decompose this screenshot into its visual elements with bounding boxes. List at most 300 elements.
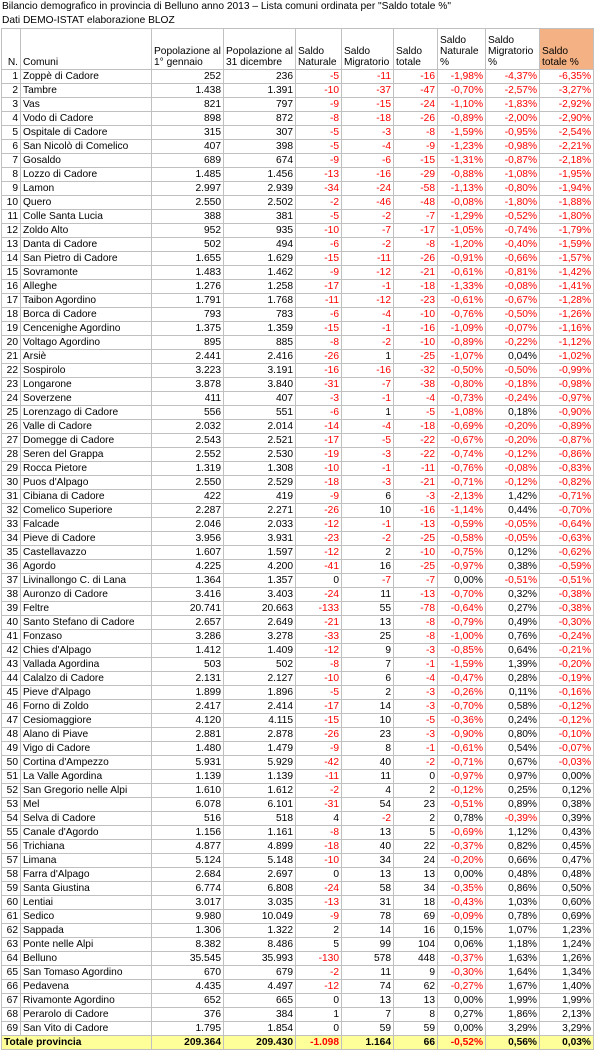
cell-saldo-naturale-pct: -1,08% xyxy=(438,406,486,420)
cell-comune: Vallada Agordina xyxy=(21,658,152,672)
cell-saldo-totale: -1 xyxy=(394,658,438,672)
cell-saldo-naturale-pct: -0,75% xyxy=(438,546,486,560)
cell-saldo-naturale-pct: -0,58% xyxy=(438,532,486,546)
cell-comune: Perarolo di Cadore xyxy=(21,1008,152,1022)
cell-saldo-naturale-pct: -2,13% xyxy=(438,490,486,504)
table-row xyxy=(2,672,594,686)
cell-pop-dicembre: 502 xyxy=(224,658,296,672)
cell-saldo-naturale-pct: -0,67% xyxy=(438,434,486,448)
cell-n: 47 xyxy=(2,714,21,728)
cell-saldo-migratorio: 25 xyxy=(342,630,394,644)
cell-saldo-totale-pct: -1,95% xyxy=(540,168,594,182)
cell-saldo-totale-pct: -1,79% xyxy=(540,224,594,238)
cell-saldo-naturale-pct: -1,33% xyxy=(438,280,486,294)
cell-pop-gennaio: 1.655 xyxy=(152,252,224,266)
cell-saldo-totale-pct: -0,63% xyxy=(540,532,594,546)
header-saldo-migratorio-pct[interactable]: Saldo Migratorio % xyxy=(486,29,540,70)
cell-saldo-migratorio: 40 xyxy=(342,840,394,854)
cell-n: 58 xyxy=(2,868,21,882)
cell-n: 24 xyxy=(2,392,21,406)
cell-saldo-naturale: -13 xyxy=(296,896,342,910)
table-row xyxy=(2,504,594,518)
cell-saldo-naturale: -8 xyxy=(296,336,342,350)
total-row xyxy=(2,1036,594,1050)
cell-saldo-migratorio-pct: -2,57% xyxy=(486,84,540,98)
cell-pop-dicembre: 783 xyxy=(224,308,296,322)
header-saldo-totale[interactable]: Saldo totale xyxy=(394,29,438,70)
table-row xyxy=(2,560,594,574)
cell-saldo-migratorio: 11 xyxy=(342,770,394,784)
cell-comune: Falcade xyxy=(21,518,152,532)
cell-saldo-migratorio: -3 xyxy=(342,476,394,490)
table-row xyxy=(2,252,594,266)
cell-saldo-totale: -8 xyxy=(394,630,438,644)
cell-saldo-migratorio: -18 xyxy=(342,112,394,126)
cell-saldo-totale: 18 xyxy=(394,896,438,910)
cell-saldo-totale-pct: 0,48% xyxy=(540,868,594,882)
cell-pop-dicembre: 20.663 xyxy=(224,602,296,616)
cell-n: 69 xyxy=(2,1022,21,1036)
cell-saldo-totale-pct: 0,38% xyxy=(540,798,594,812)
table-row xyxy=(2,770,594,784)
cell-pop-dicembre: 1.612 xyxy=(224,784,296,798)
cell-saldo-naturale-pct: 0,27% xyxy=(438,1008,486,1022)
cell-saldo-migratorio: 54 xyxy=(342,798,394,812)
cell-saldo-migratorio: 10 xyxy=(342,504,394,518)
cell-saldo-migratorio: -7 xyxy=(342,574,394,588)
cell-comune: Ponte nelle Alpi xyxy=(21,938,152,952)
cell-n: 67 xyxy=(2,994,21,1008)
table-row xyxy=(2,392,594,406)
cell-saldo-migratorio-pct: -0,81% xyxy=(486,266,540,280)
cell-n: 3 xyxy=(2,98,21,112)
cell-saldo-migratorio: -4 xyxy=(342,420,394,434)
cell-n: 11 xyxy=(2,210,21,224)
cell-saldo-naturale: -19 xyxy=(296,448,342,462)
cell-saldo-naturale-pct: -1,10% xyxy=(438,98,486,112)
table-row xyxy=(2,868,594,882)
cell-saldo-migratorio-pct: 0,24% xyxy=(486,714,540,728)
cell-pop-dicembre: 419 xyxy=(224,490,296,504)
cell-comune: Seren del Grappa xyxy=(21,448,152,462)
cell-comune: Alleghe xyxy=(21,280,152,294)
table-row xyxy=(2,952,594,966)
cell-pop-dicembre: 872 xyxy=(224,112,296,126)
cell-saldo-totale: -26 xyxy=(394,252,438,266)
cell-comune: Sappada xyxy=(21,924,152,938)
header-comuni[interactable]: Comuni xyxy=(21,29,152,70)
cell-saldo-migratorio: -2 xyxy=(342,238,394,252)
cell-saldo-migratorio-pct: -0,07% xyxy=(486,322,540,336)
table-row xyxy=(2,938,594,952)
cell-pop-dicembre: 2.521 xyxy=(224,434,296,448)
cell-saldo-totale-pct: -2,90% xyxy=(540,112,594,126)
cell-pop-gennaio: 2.441 xyxy=(152,350,224,364)
cell-saldo-migratorio: -6 xyxy=(342,154,394,168)
table-row xyxy=(2,812,594,826)
table-row xyxy=(2,490,594,504)
cell-saldo-totale: -25 xyxy=(394,350,438,364)
cell-saldo-totale-pct: -0,83% xyxy=(540,462,594,476)
cell-saldo-naturale-pct: -0,70% xyxy=(438,700,486,714)
cell-saldo-totale-pct: -0,89% xyxy=(540,420,594,434)
cell-saldo-totale: -10 xyxy=(394,336,438,350)
cell-saldo-migratorio: 1 xyxy=(342,406,394,420)
cell-saldo-totale: 2 xyxy=(394,784,438,798)
cell-saldo-naturale: -15 xyxy=(296,252,342,266)
header-saldo-totale-pct[interactable]: Saldo totale % xyxy=(540,29,594,70)
cell-comune: Vigo di Cadore xyxy=(21,742,152,756)
header-saldo-naturale-pct[interactable]: Saldo Naturale % xyxy=(438,29,486,70)
cell-saldo-migratorio-pct: 0,66% xyxy=(486,854,540,868)
cell-n: 57 xyxy=(2,854,21,868)
cell-n: 62 xyxy=(2,924,21,938)
cell-n: 13 xyxy=(2,238,21,252)
cell-pop-dicembre: 8.486 xyxy=(224,938,296,952)
cell-comune: San Nicolò di Comelico xyxy=(21,140,152,154)
cell-saldo-totale-pct: 3,29% xyxy=(540,1022,594,1036)
cell-pop-gennaio: 1.795 xyxy=(152,1022,224,1036)
total-saldo-migratorio-pct: 0,56% xyxy=(486,1036,540,1050)
cell-saldo-naturale-pct: -0,71% xyxy=(438,756,486,770)
cell-pop-dicembre: 5.148 xyxy=(224,854,296,868)
table-row xyxy=(2,210,594,224)
cell-pop-gennaio: 793 xyxy=(152,308,224,322)
cell-pop-gennaio: 1.156 xyxy=(152,826,224,840)
cell-saldo-migratorio-pct: 0,80% xyxy=(486,728,540,742)
cell-comune: Livinallongo C. di Lana xyxy=(21,574,152,588)
cell-saldo-naturale: -15 xyxy=(296,714,342,728)
cell-saldo-naturale-pct: -0,43% xyxy=(438,896,486,910)
cell-saldo-migratorio-pct: 1,63% xyxy=(486,952,540,966)
cell-pop-gennaio: 3.017 xyxy=(152,896,224,910)
header-n[interactable]: N. xyxy=(2,29,21,70)
cell-saldo-migratorio: -2 xyxy=(342,210,394,224)
cell-saldo-naturale: -42 xyxy=(296,756,342,770)
cell-saldo-naturale-pct: -0,20% xyxy=(438,854,486,868)
cell-saldo-naturale: -13 xyxy=(296,168,342,182)
table-row xyxy=(2,378,594,392)
cell-comune: Sospirolo xyxy=(21,364,152,378)
cell-saldo-migratorio-pct: 0,32% xyxy=(486,588,540,602)
cell-saldo-migratorio-pct: -0,52% xyxy=(486,210,540,224)
cell-saldo-naturale: -5 xyxy=(296,140,342,154)
cell-saldo-migratorio: 2 xyxy=(342,546,394,560)
cell-saldo-totale-pct: 0,45% xyxy=(540,840,594,854)
table-row xyxy=(2,994,594,1008)
cell-pop-gennaio: 2.552 xyxy=(152,448,224,462)
cell-pop-gennaio: 1.899 xyxy=(152,686,224,700)
cell-comune: Comelico Superiore xyxy=(21,504,152,518)
cell-saldo-naturale-pct: 0,00% xyxy=(438,574,486,588)
table-row xyxy=(2,1008,594,1022)
cell-saldo-migratorio-pct: -0,08% xyxy=(486,280,540,294)
cell-saldo-naturale: -133 xyxy=(296,602,342,616)
cell-saldo-naturale: -8 xyxy=(296,826,342,840)
cell-saldo-totale-pct: -3,27% xyxy=(540,84,594,98)
table-row xyxy=(2,574,594,588)
cell-saldo-naturale-pct: -0,85% xyxy=(438,644,486,658)
cell-pop-gennaio: 8.382 xyxy=(152,938,224,952)
table-row xyxy=(2,98,594,112)
cell-saldo-totale: -13 xyxy=(394,518,438,532)
cell-saldo-naturale-pct: -0,09% xyxy=(438,910,486,924)
cell-pop-dicembre: 4.497 xyxy=(224,980,296,994)
table-row xyxy=(2,448,594,462)
cell-saldo-migratorio-pct: 1,42% xyxy=(486,490,540,504)
cell-saldo-totale: -17 xyxy=(394,224,438,238)
cell-pop-gennaio: 3.416 xyxy=(152,588,224,602)
cell-pop-gennaio: 2.550 xyxy=(152,196,224,210)
cell-n: 53 xyxy=(2,798,21,812)
cell-n: 32 xyxy=(2,504,21,518)
cell-saldo-totale-pct: -0,62% xyxy=(540,546,594,560)
cell-saldo-naturale: -130 xyxy=(296,952,342,966)
cell-saldo-migratorio-pct: -0,22% xyxy=(486,336,540,350)
cell-saldo-naturale: -14 xyxy=(296,420,342,434)
cell-n: 60 xyxy=(2,896,21,910)
cell-saldo-totale-pct: 1,99% xyxy=(540,994,594,1008)
cell-pop-dicembre: 1.456 xyxy=(224,168,296,182)
table-row xyxy=(2,112,594,126)
cell-pop-dicembre: 2.530 xyxy=(224,448,296,462)
cell-saldo-totale: -16 xyxy=(394,504,438,518)
cell-n: 22 xyxy=(2,364,21,378)
cell-saldo-naturale-pct: -0,37% xyxy=(438,840,486,854)
header-saldo-migratorio[interactable]: Saldo Migratorio xyxy=(342,29,394,70)
header-saldo-naturale[interactable]: Saldo Naturale xyxy=(296,29,342,70)
cell-saldo-migratorio: -7 xyxy=(342,378,394,392)
cell-pop-gennaio: 2.657 xyxy=(152,616,224,630)
cell-saldo-migratorio: 34 xyxy=(342,854,394,868)
cell-n: 36 xyxy=(2,560,21,574)
cell-n: 44 xyxy=(2,672,21,686)
cell-n: 46 xyxy=(2,700,21,714)
cell-n: 43 xyxy=(2,658,21,672)
cell-saldo-naturale: -24 xyxy=(296,882,342,896)
header-pop-dicembre[interactable]: Popolazione al 31 dicembre xyxy=(224,29,296,70)
cell-saldo-totale: -5 xyxy=(394,406,438,420)
cell-saldo-naturale-pct: -0,71% xyxy=(438,476,486,490)
cell-pop-dicembre: 1.854 xyxy=(224,1022,296,1036)
cell-saldo-migratorio-pct: 0,44% xyxy=(486,504,540,518)
cell-saldo-totale-pct: -0,99% xyxy=(540,364,594,378)
cell-saldo-totale: -22 xyxy=(394,434,438,448)
cell-n: 48 xyxy=(2,728,21,742)
cell-pop-gennaio: 1.364 xyxy=(152,574,224,588)
cell-pop-gennaio: 3.223 xyxy=(152,364,224,378)
cell-pop-gennaio: 1.306 xyxy=(152,924,224,938)
cell-pop-dicembre: 1.479 xyxy=(224,742,296,756)
cell-saldo-naturale: -26 xyxy=(296,504,342,518)
cell-saldo-naturale-pct: -1,13% xyxy=(438,182,486,196)
cell-n: 20 xyxy=(2,336,21,350)
cell-saldo-naturale: 2 xyxy=(296,924,342,938)
cell-saldo-migratorio-pct: -0,50% xyxy=(486,364,540,378)
cell-saldo-naturale-pct: -0,89% xyxy=(438,336,486,350)
cell-pop-dicembre: 674 xyxy=(224,154,296,168)
cell-n: 19 xyxy=(2,322,21,336)
cell-pop-dicembre: 2.014 xyxy=(224,420,296,434)
table-row xyxy=(2,896,594,910)
cell-saldo-totale-pct: -2,18% xyxy=(540,154,594,168)
cell-saldo-migratorio-pct: -0,40% xyxy=(486,238,540,252)
cell-comune: Arsiè xyxy=(21,350,152,364)
cell-saldo-totale-pct: -0,12% xyxy=(540,714,594,728)
cell-comune: Agordo xyxy=(21,560,152,574)
cell-saldo-totale: 9 xyxy=(394,966,438,980)
cell-saldo-naturale: -10 xyxy=(296,672,342,686)
cell-pop-dicembre: 3.840 xyxy=(224,378,296,392)
cell-comune: La Valle Agordina xyxy=(21,770,152,784)
cell-saldo-migratorio: -2 xyxy=(342,532,394,546)
cell-saldo-migratorio-pct: -0,05% xyxy=(486,518,540,532)
cell-pop-dicembre: 6.101 xyxy=(224,798,296,812)
cell-saldo-naturale-pct: -1,07% xyxy=(438,350,486,364)
cell-saldo-naturale-pct: 0,00% xyxy=(438,994,486,1008)
cell-comune: Forno di Zoldo xyxy=(21,700,152,714)
cell-saldo-migratorio-pct: -1,80% xyxy=(486,196,540,210)
cell-n: 18 xyxy=(2,308,21,322)
cell-comune: Puos d'Alpago xyxy=(21,476,152,490)
cell-saldo-migratorio: -37 xyxy=(342,84,394,98)
cell-n: 40 xyxy=(2,616,21,630)
cell-saldo-totale: -13 xyxy=(394,588,438,602)
cell-saldo-totale-pct: -0,90% xyxy=(540,406,594,420)
cell-n: 29 xyxy=(2,462,21,476)
cell-saldo-naturale-pct: -0,12% xyxy=(438,784,486,798)
cell-saldo-migratorio-pct: -1,83% xyxy=(486,98,540,112)
cell-saldo-naturale: -5 xyxy=(296,126,342,140)
cell-saldo-totale-pct: -0,21% xyxy=(540,644,594,658)
cell-pop-dicembre: 10.049 xyxy=(224,910,296,924)
cell-saldo-naturale: -12 xyxy=(296,980,342,994)
cell-saldo-totale: -7 xyxy=(394,574,438,588)
cell-pop-gennaio: 556 xyxy=(152,406,224,420)
total-saldo-totale: 66 xyxy=(394,1036,438,1050)
cell-saldo-naturale-pct: -0,80% xyxy=(438,378,486,392)
title-line-2: Dati DEMO-ISTAT elaborazione BLOZ xyxy=(2,15,175,26)
cell-saldo-totale: -11 xyxy=(394,462,438,476)
cell-saldo-migratorio: 78 xyxy=(342,910,394,924)
cell-comune: Santo Stefano di Cadore xyxy=(21,616,152,630)
cell-saldo-migratorio-pct: -0,95% xyxy=(486,126,540,140)
table-row xyxy=(2,546,594,560)
cell-saldo-totale: 13 xyxy=(394,994,438,1008)
cell-saldo-naturale-pct: 0,15% xyxy=(438,924,486,938)
cell-saldo-totale-pct: -0,97% xyxy=(540,392,594,406)
cell-saldo-naturale-pct: -0,91% xyxy=(438,252,486,266)
cell-saldo-totale: -10 xyxy=(394,546,438,560)
cell-comune: Cibiana di Cadore xyxy=(21,490,152,504)
cell-pop-dicembre: 1.139 xyxy=(224,770,296,784)
cell-pop-dicembre: 2.271 xyxy=(224,504,296,518)
cell-n: 10 xyxy=(2,196,21,210)
cell-saldo-totale-pct: -1,28% xyxy=(540,294,594,308)
total-pop-gennaio: 209.364 xyxy=(152,1036,224,1050)
cell-saldo-naturale: -12 xyxy=(296,546,342,560)
cell-pop-dicembre: 2.878 xyxy=(224,728,296,742)
table-row xyxy=(2,196,594,210)
cell-saldo-migratorio: 13 xyxy=(342,868,394,882)
cell-saldo-totale-pct: -0,71% xyxy=(540,490,594,504)
header-pop-gennaio[interactable]: Popolazione al 1° gennaio xyxy=(152,29,224,70)
cell-n: 55 xyxy=(2,826,21,840)
cell-saldo-naturale-pct: -0,73% xyxy=(438,392,486,406)
cell-saldo-migratorio-pct: -0,12% xyxy=(486,448,540,462)
table-row xyxy=(2,308,594,322)
cell-saldo-totale: -18 xyxy=(394,280,438,294)
cell-n: 59 xyxy=(2,882,21,896)
cell-saldo-migratorio-pct: 0,49% xyxy=(486,616,540,630)
cell-saldo-migratorio-pct: -0,98% xyxy=(486,140,540,154)
table-row xyxy=(2,840,594,854)
cell-saldo-totale: -26 xyxy=(394,112,438,126)
cell-saldo-naturale: -9 xyxy=(296,154,342,168)
cell-comune: Zoppè di Cadore xyxy=(21,70,152,84)
cell-n: 35 xyxy=(2,546,21,560)
cell-saldo-naturale: 1 xyxy=(296,1008,342,1022)
cell-pop-dicembre: 2.939 xyxy=(224,182,296,196)
cell-n: 39 xyxy=(2,602,21,616)
cell-comune: Santa Giustina xyxy=(21,882,152,896)
cell-saldo-naturale: -26 xyxy=(296,728,342,742)
table-row xyxy=(2,854,594,868)
cell-saldo-totale-pct: -0,38% xyxy=(540,588,594,602)
cell-pop-dicembre: 551 xyxy=(224,406,296,420)
cell-saldo-migratorio: 74 xyxy=(342,980,394,994)
cell-saldo-naturale-pct: 0,00% xyxy=(438,868,486,882)
cell-saldo-migratorio: 31 xyxy=(342,896,394,910)
cell-pop-gennaio: 502 xyxy=(152,238,224,252)
cell-saldo-naturale-pct: -1,23% xyxy=(438,140,486,154)
total-saldo-naturale: -1.098 xyxy=(296,1036,342,1050)
cell-pop-dicembre: 1.322 xyxy=(224,924,296,938)
cell-saldo-naturale-pct: -0,08% xyxy=(438,196,486,210)
cell-saldo-naturale: -33 xyxy=(296,630,342,644)
cell-comune: Pieve di Cadore xyxy=(21,532,152,546)
cell-saldo-migratorio: 1 xyxy=(342,350,394,364)
cell-saldo-totale: -48 xyxy=(394,196,438,210)
cell-saldo-naturale: -24 xyxy=(296,588,342,602)
cell-pop-dicembre: 1.768 xyxy=(224,294,296,308)
cell-n: 26 xyxy=(2,420,21,434)
cell-saldo-naturale: -18 xyxy=(296,476,342,490)
cell-saldo-migratorio: -1 xyxy=(342,322,394,336)
cell-saldo-naturale-pct: -0,69% xyxy=(438,826,486,840)
cell-comune: Colle Santa Lucia xyxy=(21,210,152,224)
cell-saldo-migratorio: -24 xyxy=(342,182,394,196)
table-row xyxy=(2,602,594,616)
cell-saldo-totale: -25 xyxy=(394,560,438,574)
cell-comune: Quero xyxy=(21,196,152,210)
cell-saldo-migratorio: -3 xyxy=(342,448,394,462)
cell-saldo-naturale-pct: -1,00% xyxy=(438,630,486,644)
cell-comune: Tambre xyxy=(21,84,152,98)
cell-comune: Pedavena xyxy=(21,980,152,994)
cell-pop-dicembre: 3.931 xyxy=(224,532,296,546)
cell-saldo-totale: 448 xyxy=(394,952,438,966)
cell-comune: Calalzo di Cadore xyxy=(21,672,152,686)
table-row xyxy=(2,434,594,448)
cell-saldo-naturale: -9 xyxy=(296,742,342,756)
table-row xyxy=(2,140,594,154)
cell-n: 49 xyxy=(2,742,21,756)
cell-comune: Castellavazzo xyxy=(21,546,152,560)
cell-saldo-naturale: -9 xyxy=(296,910,342,924)
cell-saldo-naturale-pct: -0,61% xyxy=(438,266,486,280)
cell-saldo-migratorio: -12 xyxy=(342,266,394,280)
